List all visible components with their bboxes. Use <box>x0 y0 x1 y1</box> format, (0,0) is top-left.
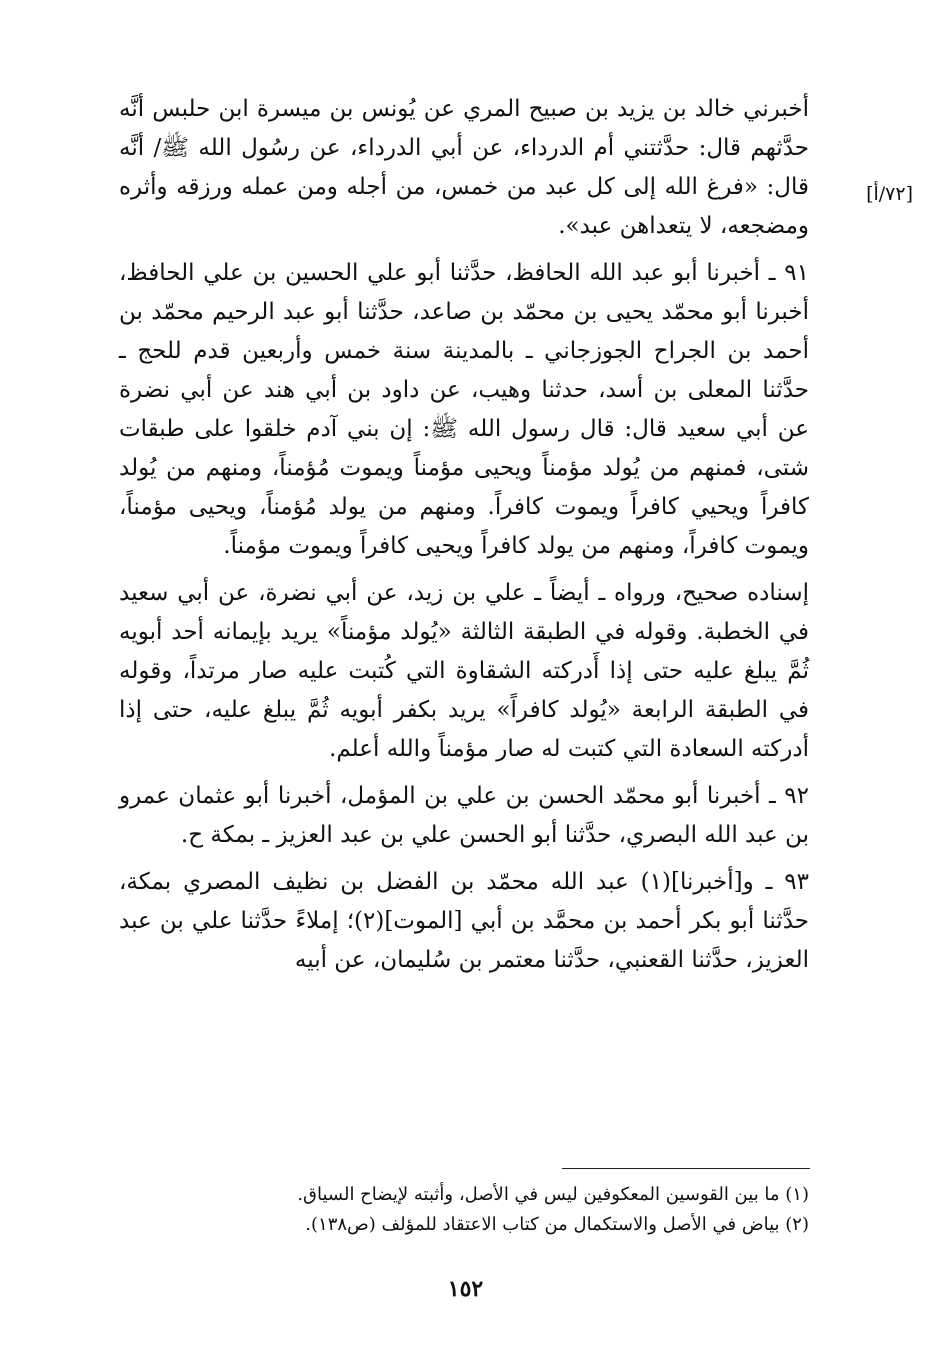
footnotes <box>119 1180 809 1240</box>
main-text <box>119 90 809 988</box>
paragraph-commentary: إسناده صحيح، ورواه ـ أيضاً ـ علي بن زيد، عن أبي نضرة، عن أبي سعيد في الخطبة. وقوله في الطبقة الثالثة «يُولد مؤمناً» يريد بإيمانه أحد أبويه ثُمَّ يبلغ عليه حتى إذا أَدركته الشقاوة التي كُتبت عليه صار مرتداً، وقوله في الطبقة الرابعة «يُولد كافراً» يريد بكفر أبويه ثُمَّ يبلغ عليه، حتى إذا أدركته السعادة التي كتبت له صار مؤمناً والله أعلم. <box>119 580 809 762</box>
footnote-2: (٢) بياض في الأصل والاستكمال من كتاب الاعتقاد للمؤلف (ص١٣٨). <box>305 1214 809 1235</box>
page-number: ١٥٢ <box>447 1276 484 1302</box>
margin-folio-note: [٧٢/أ] <box>866 183 913 205</box>
footnote-1: (١) ما بين القوسين المعكوفين ليس في الأصل، وأثبته لإيضاح السياق. <box>297 1184 809 1205</box>
footnote-separator <box>562 1168 810 1169</box>
paragraph-hadith-92: ٩٢ ـ أخبرنا أبو محمّد الحسن بن علي بن المؤمل، أخبرنا أبو عثمان عمرو بن عبد الله البصري، حدَّثنا أبو الحسن علي بن عبد العزيز ـ بمكة ح. <box>119 783 809 848</box>
paragraph-hadith-93: ٩٣ ـ و[أخبرنا](١) عبد الله محمّد بن الفضل بن نظيف المصري بمكة، حدَّثنا أبو بكر أحمد بن محمَّد بن أبي [الموت](٢)؛ إملاءً حدَّثنا علي بن عبد العزيز، حدَّثنا القعنبي، حدَّثنا معتمر بن سُليمان، عن أبيه <box>119 869 809 973</box>
paragraph-hadith-91: ٩١ ـ أخبرنا أبو عبد الله الحافظ، حدَّثنا أبو علي الحسين بن علي الحافظ، أخبرنا أبو محمّد يحيى بن محمّد بن صاعد، حدَّثنا أبو عبد الرحيم محمّد بن أحمد بن الجراح الجوزجاني ـ بالمدينة سنة خمس وأربعين قدم للحج ـ حدَّثنا المعلى بن أسد، حدثنا وهيب، عن داود بن أبي هند عن أبي نضرة عن أبي سعيد قال: قال رسول الله ﷺ: إن بني آدم خلقوا على طبقات شتى، فمنهم من يُولد مؤمناً ويحيى مؤمناً ويموت مُؤمناً، ومنهم من يُولد كافراً ويحيي كافراً ويموت كافراً. ومنهم من يولد مُؤمناً، ويحيى مؤمناً، ويموت كافراً، ومنهم من يولد كافراً ويحيى كافراً ويموت مؤمناً. <box>119 260 809 559</box>
paragraph-hadith-continuation: أخبرني خالد بن يزيد بن صبيح المري عن يُونس بن ميسرة ابن حلبس أنَّه حدَّثهم قال: حدَّثتني أم الدرداء، عن أبي الدرداء، عن رسُول الله ﷺ/ أنَّه قال: «فرغ الله إلى كل عبد من خمس، من أجله ومن عمله ورزقه وأثره ومضجعه، لا يتعداهن عبد». <box>119 96 809 239</box>
